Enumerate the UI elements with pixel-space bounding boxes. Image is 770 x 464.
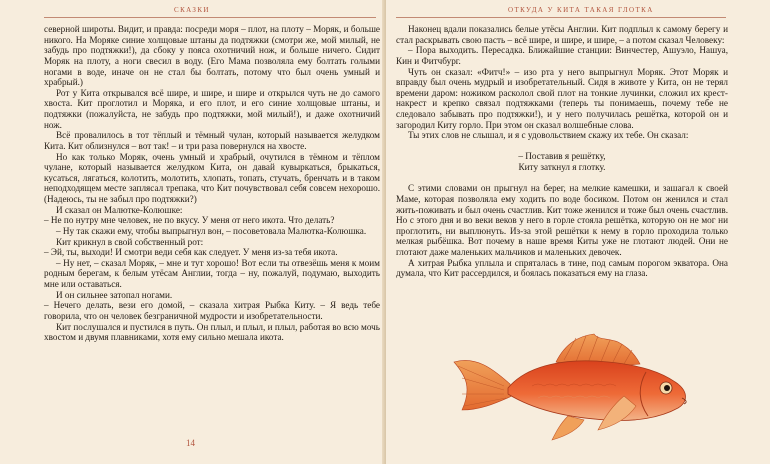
paragraph: Ты этих слов не слышал, и я с удовольствием скажу их тебе. Он сказал: xyxy=(408,130,689,141)
paragraph: – Ну нет, – сказал Моряк, – мне и тут хорошо! Вот если ты отвезёшь меня к моим родным берегам, к белым утёсам Англии, тогда – ну, пожалуй, подумаю, выходить мне или оставаться. xyxy=(44,257,380,289)
paragraph: – Ну так скажи ему, чтобы выпрыгнул вон, – посоветовала Малютка-Колюшка. xyxy=(56,225,367,236)
paragraph: И сказал он Малютке-Колюшке: xyxy=(56,204,183,215)
running-header-right: ОТКУДА У КИТА ТАКАЯ ГЛОТКА xyxy=(508,6,654,14)
right-page-text xyxy=(396,24,728,279)
header-rule-right xyxy=(396,17,726,18)
page-number: 14 xyxy=(186,438,195,448)
left-page xyxy=(0,0,384,464)
paragraph: – Пора выходить. Пересадка. Ближайшие станции: Винчестер, Ашуэло, Нашуа, Кин и Фитчбург. xyxy=(396,45,728,66)
spacer xyxy=(396,173,728,184)
paragraph: Чуть он сказал: «Фитч!» – изо рта у него выпрыгнул Моряк. Этот Моряк и вправду был очень мудрый и изобретательный. Сидя в животе у Кита, он не терял времени даром: ножиком расколол свой плот на тонкие лучинки, сложил их крест-накрест и крепко связал подтяжками (теперь ты понимаешь, почему тебе не следовало забывать про подтяжки!), и у него получилась решётка, которой он и загородил Киту горло. При этом он сказал волшебные слова. xyxy=(396,66,728,130)
paragraph: Наконец вдали показались белые утёсы Англии. Кит подплыл к самому берегу и стал раскрывать свою пасть – всё шире, и шире, и шире, – а потом сказал Человеку: xyxy=(396,24,728,45)
spacer xyxy=(396,141,728,152)
paragraph: Рот у Кита открывался всё шире, и шире, и шире и открылся чуть не до самого хвоста. Кит проглотил и Моряка, и его плот, и его синие холщовые штаны, и подтяжки (пожалуйста, не забудь про подтяжки, мой милый!), и даже охотничий нож. xyxy=(44,87,380,130)
paragraph: – Эй, ты, выходи! И смотри веди себя как следует. У меня из-за тебя икота. xyxy=(44,247,338,258)
fish-illustration xyxy=(448,332,702,442)
left-page-text xyxy=(44,24,380,343)
paragraph: – Нечего делать, вези его домой, – сказала хитрая Рыбка Киту. – Я ведь тебе говорила, что он человек безграничной мудрости и изобретательности. xyxy=(44,300,380,321)
paragraph: – Не по нутру мне человек, не по вкусу. У меня от него икота. Что делать? xyxy=(44,215,335,226)
paragraph: северной широты. Видит, и правда: посреди моря – плот, на плоту – Моряк, и больше никого. На Моряке синие холщовые штаны да подтяжки (смотри же, мой милый, не забудь про подтяжки!), да сбоку у пояса охотничий нож, и больше ничего. Сидит Моряк на плоту, а ноги свесил в воду. (Его Мама позволяла ему болтать голыми ногами в воде, иначе он не стал бы болтать, потому что был очень умный и храбрый.) xyxy=(44,24,380,88)
paragraph: А хитрая Рыбка уплыла и спряталась в тине, под самым порогом экватора. Она думала, что Кит рассердился, и боялась показаться ему на глаза. xyxy=(396,257,728,279)
poem-line: Киту заткнул я глотку. xyxy=(518,162,606,173)
right-page xyxy=(386,0,770,464)
running-header-left: СКАЗКИ xyxy=(174,6,210,14)
paragraph: Но как только Моряк, очень умный и храбрый, очутился в тёмном и тёплом чулане, который называется желудком Кита, он давай кувыркаться, брыкаться, кусаться, лягаться, колотить, молотить, хлопать, топать, стучать, бренчать и в таком неподходящем месте заплясал трепака, что Кит почувствовал себя совсем нехорошо. (Надеюсь, ты не забыл про подтяжки?) xyxy=(44,151,380,204)
paragraph: Кит послушался и пустился в путь. Он плыл, и плыл, и плыл, работая во всю мочь хвостом и двумя плавниками, хотя ему сильно мешала икота. xyxy=(44,321,380,343)
paragraph: Кит крикнул в свой собственный рот: xyxy=(56,236,204,247)
paragraph: Всё провалилось в тот тёплый и тёмный чулан, который называется желудком Кита. Кит облизнулся – вот так! – и три раза повернулся на хвосте. xyxy=(44,130,380,151)
header-rule-left xyxy=(44,17,376,18)
paragraph: И он сильнее затопал ногами. xyxy=(56,289,173,300)
paragraph: С этими словами он прыгнул на берег, на мелкие камешки, и зашагал к своей Маме, которая позволяла ему ходить по воде босиком. Потом он женился и стал жить-поживать и был очень счастлив. Кит тоже женился и тоже был очень счастлив. Но с этого дня и во веки веков у него в горле стояла решётка, которую он не мог ни проглотить, ни выплюнуть. Из-за этой решётки к нему в горло проходила только мелкая рыбёшка. Вот почему в наше время Киты уже не глотают людей. Они не глотают даже маленьких мальчиков и маленьких девочек. xyxy=(396,183,728,258)
poem-line: – Поставив я решётку, xyxy=(518,151,606,162)
